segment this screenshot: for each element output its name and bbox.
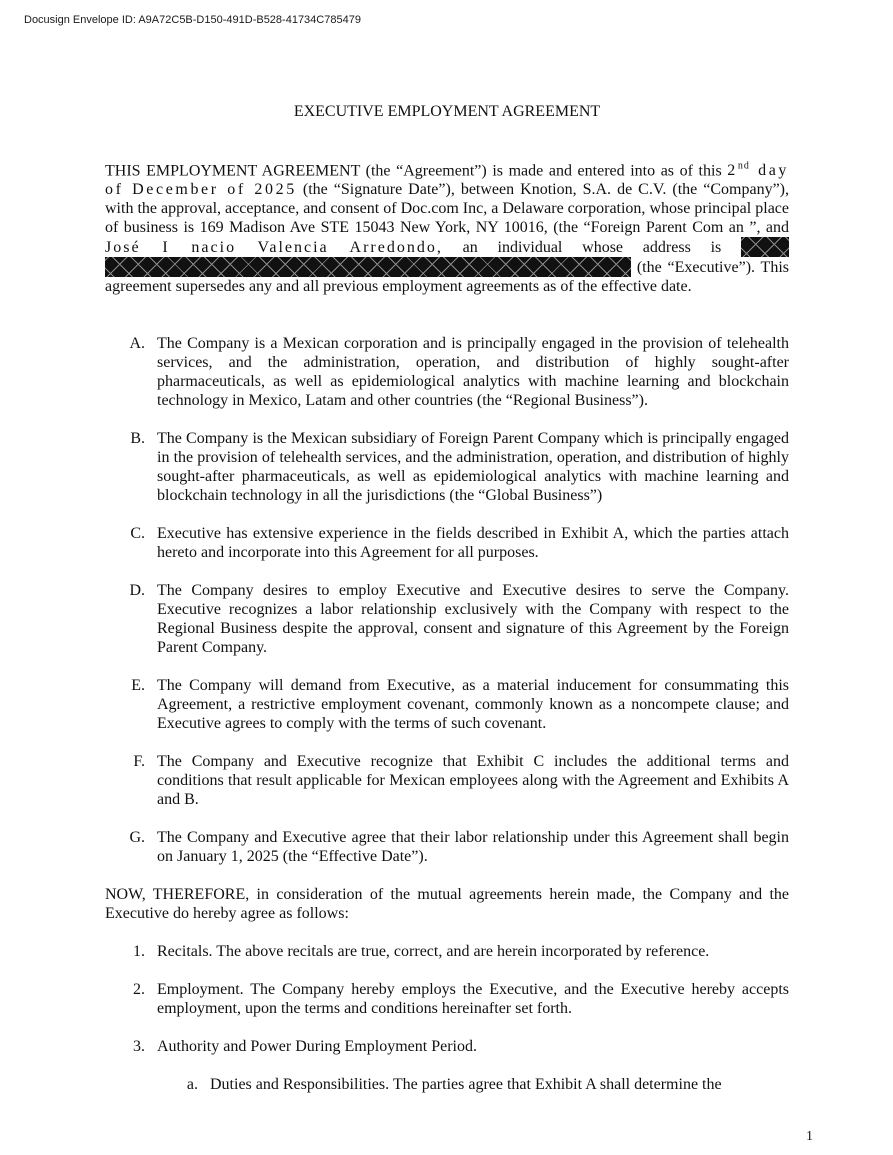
recital-label: F. [133,753,145,771]
recital-e [105,676,789,733]
recital-a [105,334,789,410]
recital-f [105,752,789,809]
section-2 [105,980,789,1018]
section-text: Employment. The Company hereby employs the Executive, and the Executive hereby accepts employment, upon the terms and conditions hereinafter set forth. [157,981,789,1018]
recital-label: A. [129,335,145,353]
document-title: EXECUTIVE EMPLOYMENT AGREEMENT [293,103,601,120]
recital-text: The Company and Executive agree that their labor relationship under this Agreement shall begin on January 1, 2025 (the “Effective Date”). [157,829,789,866]
intro-text-4: (the “Executive”). This agreement supersedes any and all previous employment agreements as of the effective date. [105,259,790,296]
page-number: 1 [806,1129,813,1144]
executive-name: José I nacio Valencia Arredondo, [105,239,443,257]
intro-text-1: THIS EMPLOYMENT AGREEMENT (the “Agreement”) is made and entered into as of this [105,162,722,180]
intro-paragraph [105,157,789,296]
recital-text: The Company is the Mexican subsidiary of Foreign Parent Company which is principally engaged in the provision of telehealth services, and the administration, operation, and distribution of highly sought-after pharmaceuticals, as well as epidemiological analytics with machine learning and blockchain technology in all the jurisdictions (the “Global Business”) [157,430,789,505]
day-suffix: nd [737,161,750,172]
document-page [105,102,789,1094]
redacted-block-address [105,257,631,277]
recital-text: The Company desires to employ Executive and Executive desires to serve the Company. Executive recognizes a labor relationship exclusively with the Company with respect to the Regional Business despite the approval, consent and signature of this Agreement by the Foreign Parent Company. [157,582,789,657]
section-label: 2. [133,981,145,999]
recital-d [105,581,789,657]
recital-label: D. [129,582,145,600]
intro-text-3: an individual whose address is [462,239,722,257]
section-text: Recitals. The above recitals are true, correct, and are herein incorporated by reference. [157,943,710,961]
subsection-a [157,1075,789,1094]
recital-label: G. [129,829,145,847]
recital-label: B. [130,430,145,448]
now-therefore-paragraph: NOW, THEREFORE, in consideration of the mutual agreements herein made, the Company and the Executive do hereby agree as follows: [105,886,789,923]
recital-text: The Company will demand from Executive, as a material inducement for consummating this Agreement, a restrictive employment covenant, commonly known as a noncompete clause; and Executive agrees to comply with the terms of such covenant. [157,677,789,733]
subsection-label: a. [186,1076,198,1094]
section-label: 1. [133,943,145,961]
recital-label: E. [131,677,145,695]
recital-label: C. [130,525,145,543]
signature-day: 2nd day of December of 2025 [105,161,790,199]
section-3 [105,1037,789,1056]
envelope-id: Docusign Envelope ID: A9A72C5B-D150-491D-B528-41734C785479 [24,14,361,26]
section-1 [105,942,789,961]
section-label: 3. [133,1038,145,1056]
recital-text: Executive has extensive experience in the fields described in Exhibit A, which the parties attach hereto and incorporate into this Agreement for all purposes. [157,525,789,562]
recital-text: The Company and Executive recognize that Exhibit C includes the additional terms and conditions that result applicable for Mexican employees along with the Agreement and Exhibits A and B. [157,753,789,809]
subsection-text: Duties and Responsibilities. The parties agree that Exhibit A shall determine the [210,1076,722,1094]
recital-text: The Company is a Mexican corporation and is principally engaged in the provision of telehealth services, and the administration, operation, and distribution of highly sought-after pharmaceuticals, as well as epidemiological analytics with machine learning and blockchain technology in Mexico, Latam and other countries (the “Regional Business”). [157,335,789,410]
section-text: Authority and Power During Employment Period. [157,1038,477,1056]
recital-c [105,524,789,562]
redacted-block-short [741,237,789,257]
recital-g [105,828,789,866]
recital-b [105,429,789,505]
intro-text-2: (the “Signature Date”), between Knotion, S.A. de C.V. (the “Company”), with the approval, acceptance, and consent of Doc.com Inc, a Delaware corporation, whose principal place of business is 169 Madison Ave STE 15043 New York, NY 10016, (the “Foreign Parent Com an ”, and [105,181,790,237]
